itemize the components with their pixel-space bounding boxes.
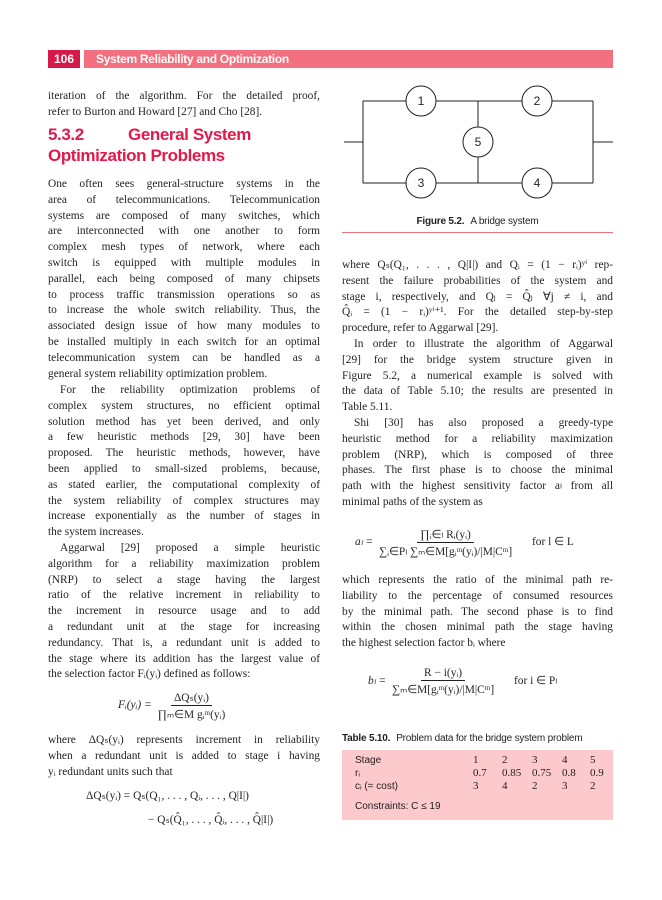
text-line: procedure, refer to Aggarwal [29]. (342, 322, 499, 335)
figure-caption (342, 216, 613, 227)
table-cell: 5 (590, 754, 596, 766)
table-row-label: Stage (355, 755, 382, 766)
text-line: heuristic method for a reliability maximization (342, 432, 613, 445)
text-line: the increment in resource usage and to add (48, 605, 320, 618)
text-line: solution method has yet been derived, and only (48, 415, 320, 428)
text-line: systems are composed of many switches, which (48, 209, 320, 222)
text-line: increase exponentially as the number of stages in (48, 510, 320, 523)
paragraph (342, 337, 613, 416)
text-line: liability to the percentage of consumed resources (342, 589, 613, 602)
equation-sensitivity-factor (355, 527, 574, 558)
text-line: (NRP) to select a stage having the largest (48, 573, 320, 586)
table-cell: 0.75 (532, 767, 552, 779)
text-line: Table 5.11. (342, 401, 393, 414)
table-cell: 0.8 (562, 767, 576, 779)
text-line: within the chosen minimal path the stage having (342, 621, 613, 634)
table-cell: 0.85 (502, 767, 522, 779)
table-row-label: cᵢ (= cost) (355, 781, 398, 792)
figure-caption-text: A bridge system (470, 216, 539, 227)
table-cell: 2 (502, 754, 508, 766)
equation-delta-q-line2: − Qₛ(Q̂₁, . . . , Q̂ᵢ, . . . , Q̂|I|) (148, 814, 274, 826)
text-line: to process traffic transmission operations so as (48, 288, 320, 301)
equation-selection-factor-b (368, 667, 557, 696)
section-title: General System Optimization Problems (48, 125, 251, 165)
paragraph (342, 573, 613, 652)
paragraph (48, 541, 320, 683)
text-line: a few heuristic methods [29, 30] have been (48, 431, 320, 444)
equation-selection-factor (118, 690, 228, 721)
equation-delta-q-line1: ΔQₛ(yᵢ) = Qₛ(Q₁, . . . , Qᵢ, . . . , Q|I|) (86, 790, 249, 802)
text-line: yᵢ redundant units such that (48, 765, 173, 778)
table-cell: 0.9 (590, 767, 604, 779)
text-line: where ΔQₛ(yᵢ) represents increment in reliability (48, 734, 320, 746)
text-line: Aggarwal [29] proposed a simple heuristic (60, 542, 320, 554)
text-line: In order to illustrate the algorithm of Aggarwal (354, 338, 613, 350)
text-line: general system reliability optimization problem. (48, 367, 268, 380)
eq-denominator: ∏ₘ∈M gᵢᵐ(yᵢ) (157, 709, 226, 721)
text-line: ratio of the relative increment in reliability to (48, 589, 320, 602)
text-line: complex system structures, no efficient optimal (48, 399, 320, 412)
text-line: the system reliability of complex structures may (48, 494, 320, 507)
text-line: parallel, each being composed of many chipsets (48, 272, 320, 285)
section-heading (48, 124, 320, 166)
eq-denominator: ∑ₘ∈M[gᵢᵐ(yᵢ)/|M|Cᵐ] (391, 684, 495, 696)
text-line: For the reliability optimization problems of (60, 384, 320, 396)
paragraph (48, 177, 320, 382)
text-line: problem (NRP), which is composed of three (342, 448, 613, 461)
node-label: 1 (417, 94, 425, 108)
text-line: are interconnected with one another to form (48, 225, 320, 238)
text-line: a redundant unit at the stage for increasing (48, 620, 320, 633)
text-line: area of telecommunications. Telecommunication (48, 193, 320, 206)
node-label: 2 (533, 94, 541, 108)
bridge-system-diagram (340, 80, 616, 205)
table-row-label: rᵢ (355, 768, 360, 779)
eq-numerator: ∏ᵢ∈ₗ Rᵢ(yᵢ) (417, 527, 474, 543)
running-header: System Reliability and Optimization (84, 50, 613, 68)
text-line: refer to Burton and Howard [27] and Cho [28]. (48, 105, 263, 118)
text-line: the highest selection factor bᵢ where (342, 637, 506, 650)
table-constraints: Constraints: C ≤ 19 (355, 801, 441, 812)
text-line: as stated earlier, the computational complexity of (48, 478, 320, 491)
text-line: telecommunication system can be handled as a (48, 351, 320, 364)
eq-numerator: R − i(yᵢ) (421, 667, 465, 681)
eq-lhs: aₗ = (355, 536, 374, 549)
text-line: path with the highest sensitivity factor aₗ from all (342, 480, 613, 493)
text-line: the selection factor Fᵢ(yᵢ) defined as follows: (48, 668, 251, 681)
eq-denominator: ∑ᵢ∈Pₗ ∑ₘ∈M[gᵢᵐ(yᵢ)/|M|Cᵐ] (378, 546, 513, 558)
text-line: phases. The first phase is to choose the minimal (342, 464, 613, 477)
text-line: stage i, respectively, and Qⱼ = Q̂ⱼ ∀j ≠ i, and (342, 290, 613, 303)
table-cell: 3 (532, 754, 538, 766)
paragraph (342, 416, 613, 511)
text-line: minimal paths of the system as (342, 495, 483, 508)
text-line: by the minimal path. The second phase is to find (342, 605, 613, 618)
eq-numerator: ΔQₛ(yᵢ) (171, 690, 212, 706)
table-cell: 3 (473, 780, 479, 792)
table-label: Table 5.10. (342, 733, 391, 744)
text-line: algorithm for a reliability maximization problem (48, 557, 320, 570)
text-line: which represents the ratio of the minimal path re- (342, 574, 613, 586)
node-label: 4 (533, 176, 541, 190)
text-line: to increase the whole switch reliability. Thus, the (48, 304, 320, 317)
eq-condition: for l ∈ L (531, 536, 574, 549)
divider (342, 232, 613, 233)
paragraph (48, 89, 320, 121)
table-cell: 1 (473, 754, 479, 766)
text-line: the stage where its addition has the largest value of (48, 652, 320, 665)
eq-lhs: Fᵢ(yᵢ) = (118, 699, 152, 712)
text-line: be installed multiply in each switch for an optimal (48, 335, 320, 348)
text-line: [29] for the bridge system structure given in (342, 353, 613, 366)
node-label: 3 (417, 176, 425, 190)
text-line: Figure 5.2, a numerical example is solved with (342, 369, 613, 382)
paragraph (48, 733, 320, 780)
problem-data-table (342, 750, 613, 820)
table-cell: 0.7 (473, 767, 487, 779)
text-line: when a redundant unit is added to stage i having (48, 749, 320, 762)
text-line: Q̂ᵢ = (1 − rᵢ)ʸⁱ⁺¹. For the detailed step-by-step (342, 306, 613, 319)
paragraph (342, 258, 613, 337)
text-line: iteration of the algorithm. For the detailed proof, (48, 90, 320, 102)
section-number: 5.3.2 (48, 125, 84, 144)
text-line: proposed. The heuristic methods, however, have (48, 447, 320, 460)
table-caption (342, 733, 582, 744)
text-line: where Qₛ(Q₁, . . . , Q|I|) and Qᵢ = (1 − rᵢ)ʸⁱ rep- (342, 259, 613, 271)
text-line: the system increases. (48, 526, 144, 539)
page-number: 106 (48, 50, 80, 68)
table-cell: 4 (502, 780, 508, 792)
figure-label: Figure 5.2. (416, 216, 465, 227)
text-line: switch is equipped with multiple modules in (48, 256, 320, 269)
table-caption-text: Problem data for the bridge system problem (396, 733, 583, 744)
table-cell: 4 (562, 754, 568, 766)
text-line: One often sees general-structure systems in the (48, 178, 320, 190)
text-line: resent the failure probabilities of the system and (342, 274, 613, 287)
text-line: redundancy. That is, a redundant unit is added to (48, 636, 320, 649)
text-line: the data of Table 5.10; the results are presented in (342, 385, 613, 398)
paragraph (48, 383, 320, 541)
table-cell: 3 (562, 780, 568, 792)
text-line: been applied to small-sized problems, because, (48, 462, 320, 475)
text-line: complex mesh types of network, where each (48, 241, 320, 254)
table-cell: 2 (590, 780, 596, 792)
text-line: associated design issue of how many modules to (48, 320, 320, 333)
eq-condition: for i ∈ Pₗ (514, 675, 558, 688)
table-cell: 2 (532, 780, 538, 792)
eq-lhs: bₗ = (368, 675, 387, 688)
node-label: 5 (474, 135, 482, 149)
text-line: Shi [30] has also proposed a greedy-type (354, 417, 613, 429)
